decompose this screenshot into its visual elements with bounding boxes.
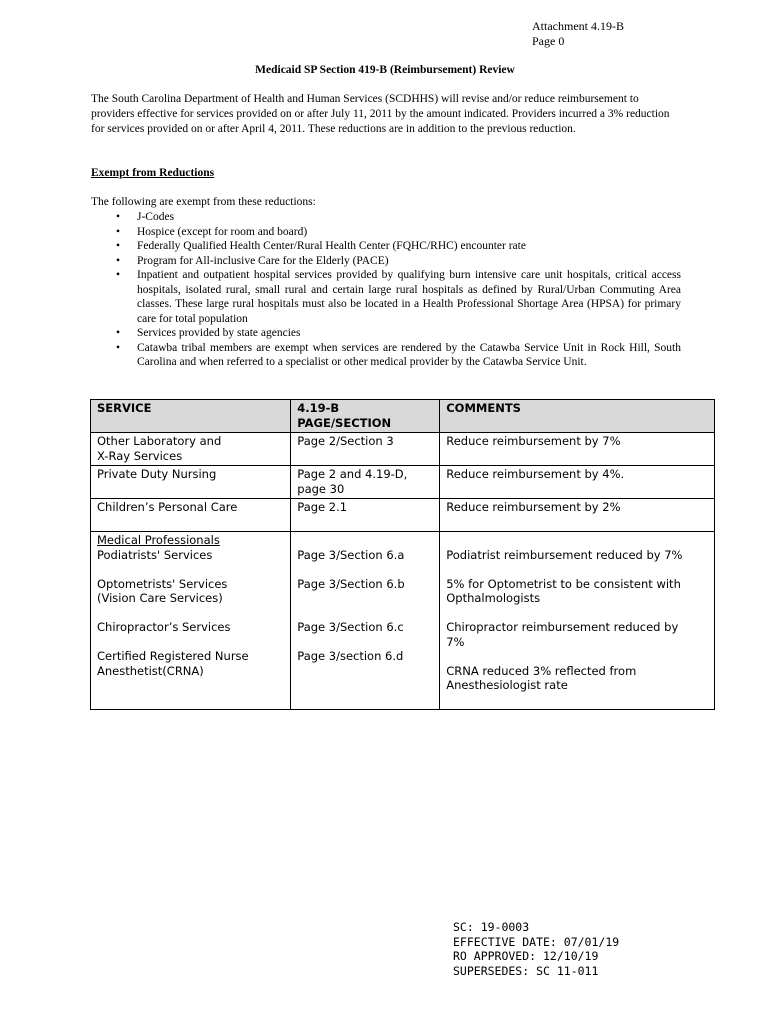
- bullet-icon: •: [116, 240, 121, 252]
- bullet-icon: •: [116, 254, 121, 267]
- list-item: • Hospice (except for room and board): [116, 225, 308, 238]
- attachment-label: Attachment 4.19-B: [532, 19, 624, 33]
- header-comments: COMMENTS: [440, 400, 715, 433]
- page-number: Page 0: [532, 34, 565, 48]
- reimbursement-table: [90, 399, 715, 710]
- supersedes: SUPERSEDES: SC 11-011: [453, 963, 599, 978]
- intro-paragraph: The South Carolina Department of Health and Human Services (SCDHHS) will revise and/or reduce reimbursement to providers effective for services provided on or after July 11, 2011 by the amount indicated. Providers incurred a 3% reduction for services provided on or after April 4, 2011. These reductions are in addition to the previous reduction.: [91, 93, 670, 135]
- document-title: Medicaid SP Section 419-B (Reimbursement) Review: [255, 64, 515, 76]
- cell-service: Children’s Personal Care: [91, 499, 291, 532]
- cell-comment: Reduce reimbursement by 4%.: [440, 466, 715, 499]
- table-row: [91, 499, 715, 532]
- bullet-icon: •: [116, 269, 121, 281]
- cell-section: Page 2 and 4.19-D, page 30: [291, 466, 440, 499]
- medical-professionals-heading: Medical Professionals: [97, 533, 220, 547]
- list-item: • Catawba tribal members are exempt when services are rendered by the Catawba Service Unit in Rock Hill, South Carolina and when referred to a specialist or other medical provider by the Catawba Service Unit.: [116, 341, 681, 368]
- cell-service: Other Laboratory and X-Ray Services: [91, 433, 291, 466]
- table-row: [91, 433, 715, 466]
- cell-section: Page 2/Section 3: [291, 433, 440, 466]
- cell-comment: Reduce reimbursement by 7%: [440, 433, 715, 466]
- list-item: • Services provided by state agencies: [116, 327, 301, 339]
- table-header-row: [91, 400, 715, 433]
- list-item: • Program for All-inclusive Care for the Elderly (PACE): [116, 254, 389, 267]
- cell-service: Medical Professionals Podiatrists' Services Optometrists' Services (Vision Care Services) Chiropractor’s Services Certified Registered Nurse Anesthetist(CRNA): [91, 532, 291, 710]
- bullet-icon: •: [116, 211, 121, 223]
- cell-comment: Podiatrist reimbursement reduced by 7% 5% for Optometrist to be consistent with Opthalmologists Chiropractor reimbursement reduced by 7% CRNA reduced 3% reflected from Anesthesiologist rate: [440, 532, 715, 710]
- cell-comment: Reduce reimbursement by 2%: [440, 499, 715, 532]
- bullet-icon: •: [116, 341, 121, 354]
- exempt-heading: Exempt from Reductions: [91, 167, 215, 179]
- list-item: • J-Codes: [116, 211, 175, 223]
- cell-section: Page 2.1: [291, 499, 440, 532]
- header-service: SERVICE: [91, 400, 291, 433]
- cell-section: Page 3/Section 6.a Page 3/Section 6.b Page 3/Section 6.c Page 3/section 6.d: [291, 532, 440, 710]
- list-item: • Federally Qualified Health Center/Rural Health Center (FQHC/RHC) encounter rate: [116, 240, 526, 252]
- ro-approved: RO APPROVED: 12/10/19: [453, 949, 599, 963]
- bullet-icon: •: [116, 327, 121, 339]
- table-row-medical-professionals: [91, 532, 715, 710]
- sc-number: SC: 19-0003: [453, 920, 530, 934]
- table-row: [91, 466, 715, 499]
- effective-date: EFFECTIVE DATE: 07/01/19: [453, 934, 620, 949]
- bullet-icon: •: [116, 225, 121, 238]
- header-section: 4.19-B PAGE/SECTION: [291, 400, 440, 433]
- cell-service: Private Duty Nursing: [91, 466, 291, 499]
- exempt-list: [91, 210, 681, 370]
- approval-footer: [453, 920, 619, 978]
- exempt-lead: The following are exempt from these reductions:: [91, 196, 316, 208]
- attachment-header: [532, 19, 624, 49]
- list-item: • Inpatient and outpatient hospital services provided by qualifying burn intensive care unit hospitals, critical access hospitals, isolated rural, small rural and certain large rural hospitals as defined by Rural/Urban Commuting Area classes. These large rural hospitals must also be located in a Health Professional Shortage Area (HPSA) for primary care for total population: [116, 269, 681, 325]
